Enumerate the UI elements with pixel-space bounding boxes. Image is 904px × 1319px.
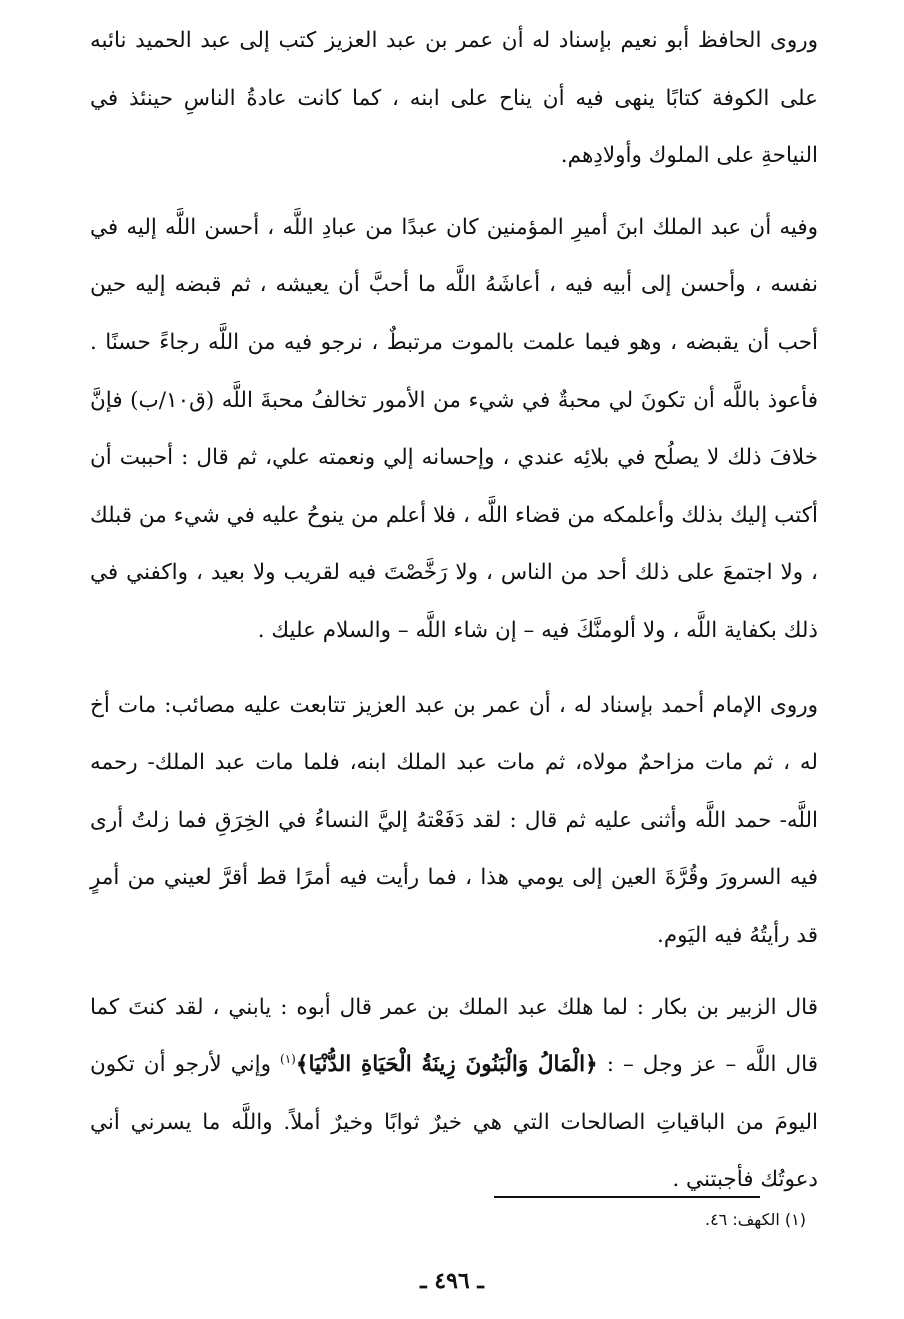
paragraph-letter: وفيه أن عبد الملك ابنَ أميرِ المؤمنين كان عبدًا من عبادِ اللَّه ، أحسن اللَّه إليه في نفسه ، وأحسن إلى أبيه فيه ، أعاشَهُ اللَّه ما أحبَّ أن يعيشه ، ثم قبضه إليه حين أحب أن يقبضه ، وهو فيما علمت بالموت مرتبطٌ ، نرجو فيه من اللَّه رجاءً حسنًا . فأعوذ باللَّه أن تكونَ لي محبةٌ في شيء من الأمور تخالفُ محبةَ اللَّه (ق١٠/ب) فإنَّ خلافَ ذلك لا يصلُح في بلائِه عندي ، وإحسانه إلي ونعمته علي، ثم قال : أحببت أن أكتب إليك بذلك وأعلمكه من قضاء اللَّه ، فلا أعلم من ينوحُ عليه في شيء من قبلك ، ولا اجتمعَ على ذلك أحد من الناس ، ولا رَخَّصْتَ فيه لقريب ولا بعيد ، واكفني في ذلك بكفاية اللَّه ، ولا ألومنَّكَ فيه – إن شاء اللَّه – والسلام عليك . (90, 214, 818, 643)
page-body (90, 12, 818, 1209)
paragraph-zubayr-rest: وإني لأرجو أن تكون اليومَ من الباقياتِ الصالحات التي هي خيرٌ ثوابًا وخيرٌ أملاً. واللَّه ما يسرني أني دعوتُك فأجبتني . (90, 1052, 818, 1193)
paragraph-abu-nuaym: وروى الحافظ أبو نعيم بإسناد له أن عمر بن عبد العزيز كتب إلى عبد الحميد نائبه على الكوفة كتابًا ينهى فيه أن يناح على ابنه ، كما كانت عادةُ الناسِ حينئذ في النياحةِ على الملوك وأولادِهم. (90, 28, 818, 169)
footnote-reference[interactable]: (١) (280, 1051, 296, 1066)
page-number: ـ ٤٩٦ ـ (420, 1268, 484, 1294)
footnote-separator (494, 1196, 760, 1198)
paragraph-zubayr (90, 979, 818, 1209)
paragraph-imam-ahmad: وروى الإمام أحمد بإسناد له ، أن عمر بن عبد العزيز تتابعت عليه مصائب: مات أخ له ، ثم مات مزاحمٌ مولاه، ثم مات عبد الملك ابنه، فلما مات عبد الملك- رحمه اللَّه- حمد اللَّه وأثنى عليه ثم قال : لقد دَفَعْتهُ إليَّ النساءُ في الخِرَقِ فما زلتُ أرى فيه السرورَ وقُرَّةَ العين إلى يومي هذا ، فما رأيت فيه أمرًا قط أقرَّ لعيني من أمرٍ قد رأيتُهُ فيه اليَوم. (90, 692, 818, 948)
paragraph-zubayr-intro: قال الزبير بن بكار : لما هلك عبد الملك بن عمر قال أبوه : يابني ، لقد كنتَ كما قال اللَّه – عز وجل – : (90, 994, 818, 1078)
quran-verse: ﴿الْمَالُ وَالْبَنُونَ زِينَةُ الْحَيَاةِ الدُّنْيَا﴾ (295, 1052, 598, 1078)
footnote: (١) الكهف: ٤٦. (704, 1210, 806, 1229)
